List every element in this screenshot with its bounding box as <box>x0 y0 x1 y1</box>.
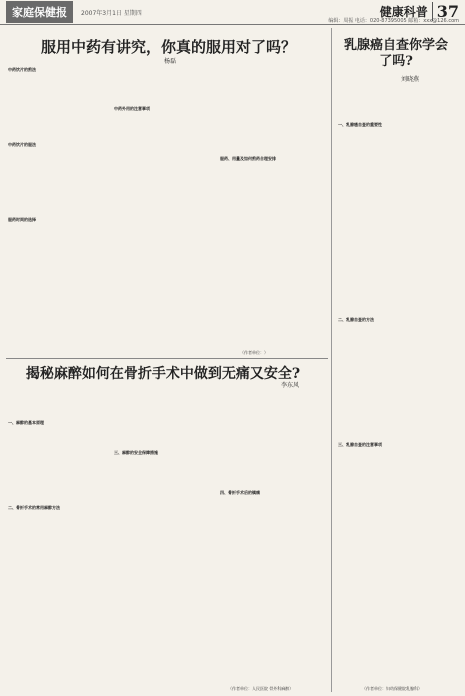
article-1-footer: （作者单位：） <box>240 350 268 355</box>
article-3-column <box>338 86 458 682</box>
article-1-title: 服用中药有讲究，你真的服用对了吗？ <box>40 38 296 56</box>
page-number: 37 <box>432 2 459 21</box>
article-1-column-1 <box>8 66 110 356</box>
article-3-title: 乳腺癌自查你学会了吗? <box>343 38 448 69</box>
article-1-column-3 <box>220 66 324 356</box>
article-1-author: 杨磊 <box>163 58 176 65</box>
article-2-author: 李东风 <box>280 382 299 389</box>
article-3-subhead: 三、乳腺自查的注意事项 <box>338 442 382 448</box>
article-2-column-2 <box>114 390 216 690</box>
article-1-subhead: 中药饮片的服法 <box>8 142 36 148</box>
article-1-subhead: 中药外用的注意事项 <box>114 106 150 111</box>
article-2-column-3 <box>220 390 324 690</box>
page-header <box>0 0 465 25</box>
article-1-subhead: 服药时间的选择 <box>8 217 36 223</box>
column-divider <box>331 28 332 692</box>
article-3-subhead: 二、乳腺自查的方法 <box>338 317 374 323</box>
newspaper-section-label: 家庭保健报 <box>6 1 73 23</box>
article-2-subhead: 二、骨折手术的常用麻醉方法 <box>8 505 60 511</box>
article-3-subhead: 一、乳腺癌自查的重要性 <box>338 122 382 127</box>
article-2-subhead: 一、麻醉的基本原理 <box>8 420 44 425</box>
article-1-column-2 <box>114 66 216 356</box>
article-2-title: 揭秘麻醉如何在骨折手术中做到无痛又安全? <box>25 366 301 382</box>
article-3-author: 刘晓燕 <box>400 76 419 83</box>
page-title: 健康科普 <box>379 5 428 19</box>
article-1-subhead: 中药饮片的煎法 <box>8 67 36 72</box>
article-divider <box>6 358 328 359</box>
article-3-footer: （作者单位：妇幼保健院乳腺科） <box>362 686 422 691</box>
article-2-subhead: 三、麻醉的安全保障措施 <box>114 450 158 455</box>
issue-date: 2007年3月1日 星期四 <box>81 9 142 17</box>
article-2-footer: （作者单位：人民医院 骨外科麻醉） <box>228 686 294 691</box>
article-2-subhead: 四、骨折手术后的镇痛 <box>220 490 260 495</box>
article-2-column-1 <box>8 390 110 690</box>
editor-line: 编辑：周振 电话：020-87395005 邮箱：xxx@126.com <box>328 18 459 24</box>
article-1-subhead: 服药、用量及如何煎药合理安排 <box>220 156 276 161</box>
